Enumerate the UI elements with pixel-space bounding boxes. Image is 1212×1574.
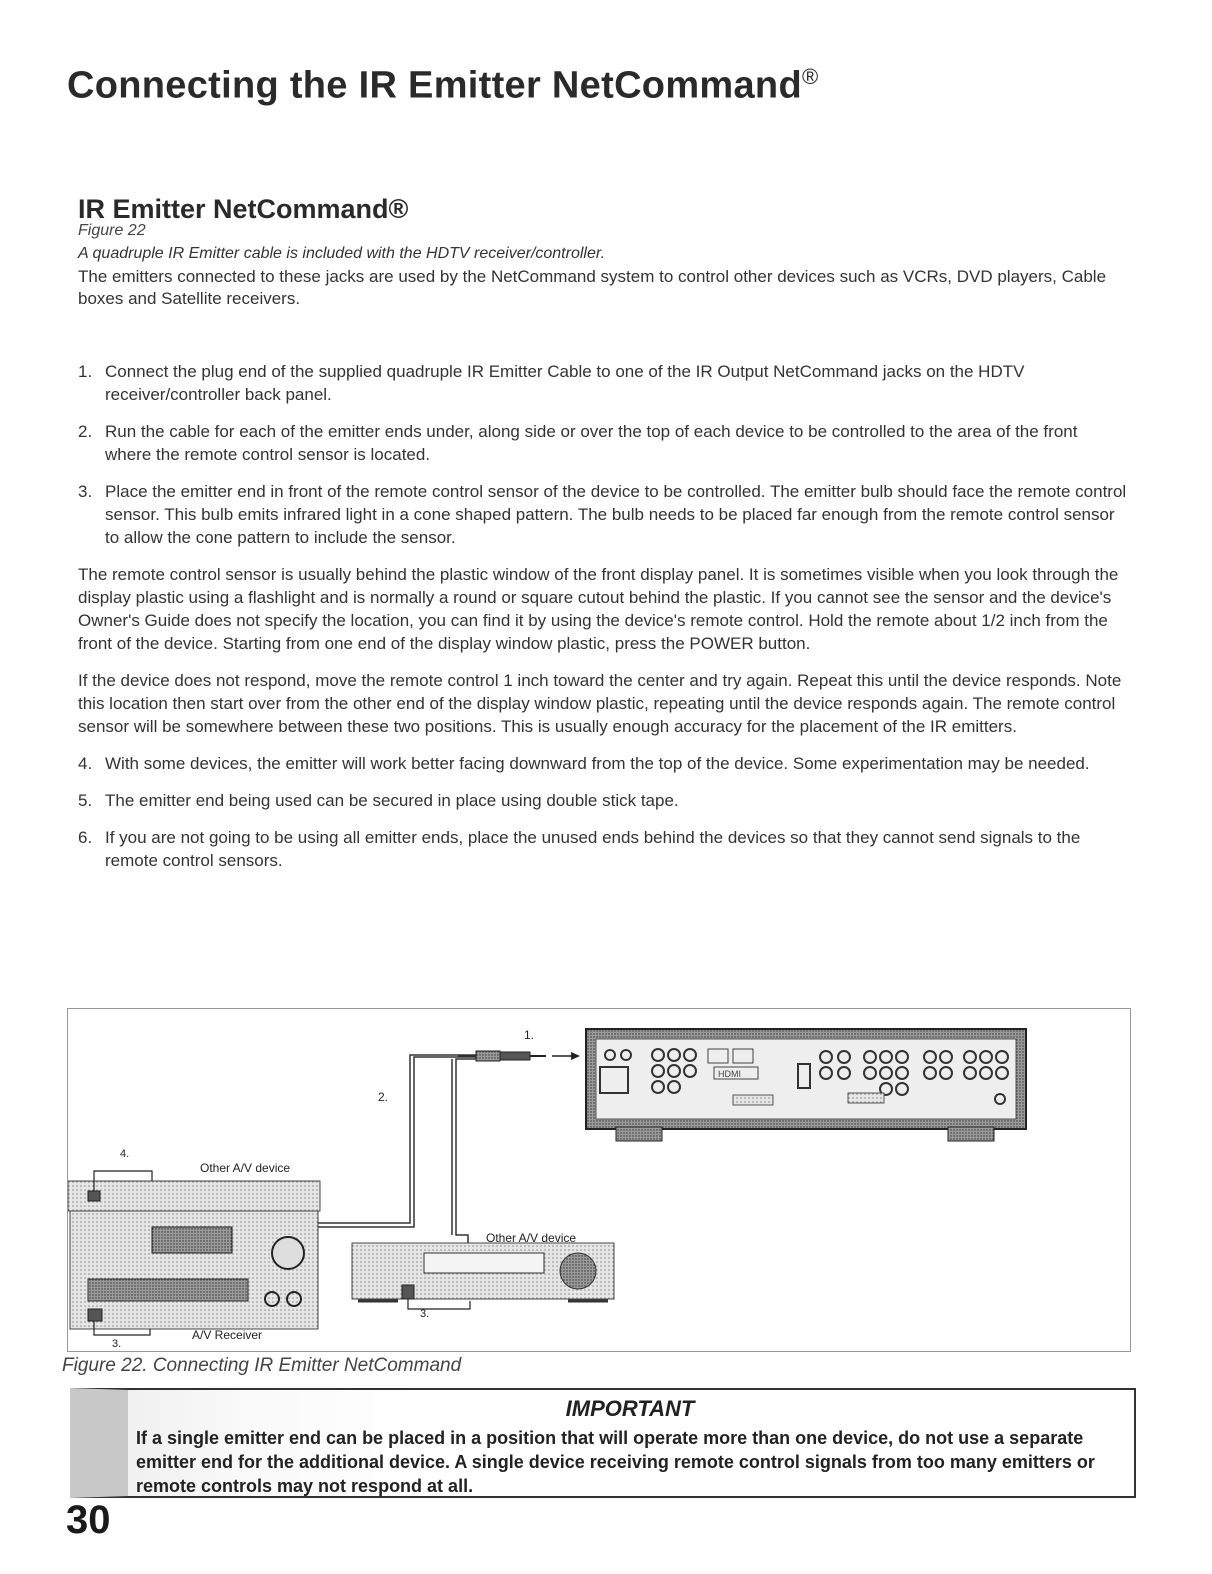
emitter-cable-plug: [458, 1028, 580, 1061]
page-number: 30: [66, 1498, 111, 1542]
page-title: Connecting the IR Emitter NetCommand®: [67, 64, 819, 107]
other-av-device-vcr: [352, 1243, 614, 1309]
cable-note: A quadruple IR Emitter cable is included with the HDTV receiver/controller.: [78, 245, 606, 262]
step-1: 1. Connect the plug end of the supplied quadruple IR Emitter Cable to one of the IR Output NetCommand jacks on the HDTV receiver/controller back panel.: [78, 362, 1025, 404]
hdmi-label: HDMI: [718, 1069, 741, 1079]
figure-caption: Figure 22. Connecting IR Emitter NetCommand: [62, 1355, 462, 1376]
intro-paragraph: The emitters connected to these jacks are used by the NetCommand system to control other devices such as VCRs, DVD players, Cable boxes and Satellite receivers.: [78, 267, 1107, 308]
label-step-3-right: 3.: [420, 1308, 430, 1320]
label-step-3-left: 3.: [112, 1338, 122, 1350]
diagram-illustration: [68, 1009, 1130, 1351]
step-4: 4. With some devices, the emitter will work better facing downward from the top of the device. Some experimentation may be needed.: [78, 754, 1090, 773]
figure-reference: Figure 22: [78, 222, 146, 239]
av-receiver-stack: [68, 1171, 320, 1335]
instructions: [78, 360, 1128, 886]
label-av-receiver: A/V Receiver: [192, 1328, 263, 1342]
registered-mark: ®: [801, 64, 819, 89]
label-other-device-right: Other A/V device: [486, 1231, 577, 1245]
connection-diagram: [67, 1008, 1131, 1352]
hdtv-receiver-controller: [586, 1029, 1026, 1141]
step-2: 2. Run the cable for each of the emitter ends under, along side or over the top of each device to be controlled to the area of the front where the remote control sensor is located.: [78, 422, 1078, 464]
step-6: 6. If you are not going to be using all emitter ends, place the unused ends behind the devices so that they cannot send signals to the remote control sensors.: [78, 828, 1081, 870]
locate-paragraph: If the device does not respond, move the remote control 1 inch toward the center and try again. Repeat this until the device responds. Note this location then start over from the other end of the display window plastic, repeating until the device responds again. The remote control sensor will be somewhere between these two positions. This is usually enough accuracy for the placement of the IR emitters.: [78, 671, 1122, 736]
label-step-1: 1.: [524, 1028, 535, 1042]
important-notice: [70, 1388, 1136, 1498]
step-3: 3. Place the emitter end in front of the remote control sensor of the device to be controlled. The emitter bulb should face the remote control sensor. This bulb emits infrared light in a cone shaped pattern. The bulb needs to be placed far enough from the remote control sensor to allow the cone pattern to include the sensor.: [78, 482, 1127, 547]
important-title: IMPORTANT: [565, 1396, 695, 1421]
label-other-device-top: Other A/V device: [200, 1161, 291, 1175]
section-title: IR Emitter NetCommand®: [78, 194, 409, 224]
step-5: 5. The emitter end being used can be secured in place using double stick tape.: [78, 791, 679, 810]
sensor-paragraph: The remote control sensor is usually behind the plastic window of the front display panel. It is sometimes visible when you look through the display plastic using a flashlight and is normally a round or square cutout behind the plastic. If you cannot see the sensor and the device's Owner's Guide does not specify the location, you can find it by using the device's remote control. Hold the remote about 1/2 inch from the front of the device. Starting from one end of the display window plastic, press the POWER button.: [78, 565, 1119, 653]
label-step-4: 4.: [120, 1148, 130, 1160]
label-step-2: 2.: [378, 1090, 389, 1104]
important-text: If a single emitter end can be placed in a position that will operate more than one device, do not use a separate emitter end for the additional device. A single device receiving remote control signals from too many emitters or remote controls may not respond at all.: [136, 1428, 1095, 1496]
